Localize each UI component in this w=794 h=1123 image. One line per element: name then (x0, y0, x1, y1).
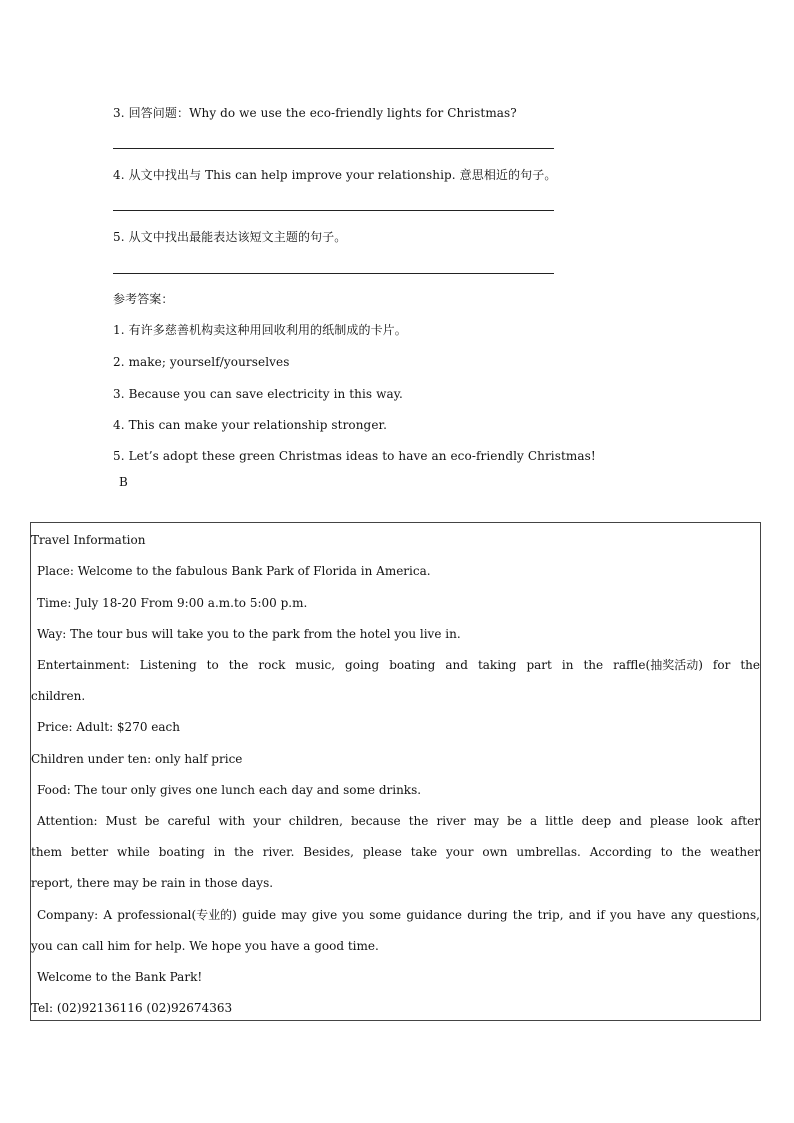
word: in (213, 845, 226, 859)
word: a (530, 814, 538, 828)
question-5: 5. 从文中找出最能表达该短文主题的句子。 (113, 230, 347, 244)
word: Besides, (303, 845, 354, 859)
word: umbrellas. (516, 845, 581, 859)
travel-attention-line3: report, there may be rain in those days. (31, 876, 274, 890)
word: little (545, 814, 574, 828)
word: the (681, 845, 702, 859)
travel-price-children: Children under ten: only half price (31, 752, 243, 766)
word: the (740, 658, 760, 672)
answer-2: 2. make; yourself/yourselves (113, 355, 290, 369)
travel-price-adult: Price: Adult: $270 each (37, 720, 180, 734)
word: while (117, 845, 150, 859)
answer-line-5 (113, 273, 554, 274)
word: look (697, 814, 723, 828)
word: Entertainment: (37, 658, 130, 672)
word: own (482, 845, 508, 859)
word: better (70, 845, 109, 859)
word: may (473, 814, 500, 828)
travel-entertainment-line1 (31, 657, 760, 673)
answer-1: 1. 有许多慈善机构卖这种用回收利用的纸制成的卡片。 (113, 323, 407, 337)
travel-tel: Tel: (02)92136116 (02)92674363 (31, 1001, 233, 1015)
word: during (467, 908, 508, 922)
word: guidance (406, 908, 462, 922)
word: rock (258, 658, 286, 672)
word: may (281, 908, 307, 922)
word: deep (581, 814, 612, 828)
word: boating (158, 845, 205, 859)
travel-welcome: Welcome to the Bank Park! (37, 970, 203, 984)
word: questions, (697, 908, 760, 922)
word: river (436, 814, 466, 828)
word: Must (105, 814, 137, 828)
word: professional(专业的) (117, 908, 237, 922)
answer-line-3 (113, 148, 554, 149)
word: be (507, 814, 522, 828)
word: careful (167, 814, 211, 828)
travel-entertainment-line2: children. (31, 689, 86, 703)
travel-attention-line1 (31, 813, 760, 829)
word: your (253, 814, 281, 828)
answer-3: 3. Because you can save electricity in this way. (113, 387, 403, 401)
travel-info-box (30, 522, 761, 1021)
word: with (218, 814, 246, 828)
question-4: 4. 从文中找出与 This can help improve your relationship. 意思相近的句子。 (113, 168, 557, 182)
word: any (670, 908, 693, 922)
word: and (568, 908, 592, 922)
word: trip, (537, 908, 564, 922)
word: and (445, 658, 468, 672)
word: the (583, 658, 604, 672)
answer-line-4 (113, 210, 554, 211)
word: children, (288, 814, 343, 828)
word: to (660, 845, 673, 859)
word: raffle(抽奖活动) (613, 658, 703, 672)
word: your (445, 845, 474, 859)
word: please (649, 814, 689, 828)
word: the (408, 814, 429, 828)
word: some (369, 908, 402, 922)
word: the (234, 845, 254, 859)
word: music, (295, 658, 336, 672)
word: give (311, 908, 338, 922)
answer-4: 4. This can make your relationship stronger. (113, 418, 387, 432)
word: have (636, 908, 666, 922)
word: weather (710, 845, 760, 859)
travel-attention-line2 (31, 844, 760, 860)
word: after (730, 814, 760, 828)
word: Company: (37, 908, 99, 922)
word: A (103, 908, 113, 922)
section-letter: B (119, 475, 128, 489)
word: them (31, 845, 63, 859)
answers-heading: 参考答案： (113, 292, 174, 306)
word: boating (389, 658, 436, 672)
word: According (589, 845, 652, 859)
word: going (345, 658, 380, 672)
word: Attention: (37, 814, 98, 828)
question-3: 3. 回答问题：Why do we use the eco-friendly lights for Christmas? (113, 106, 517, 120)
word: and (619, 814, 642, 828)
word: taking (477, 658, 517, 672)
travel-place: Place: Welcome to the fabulous Bank Park of Florida in America. (37, 564, 431, 578)
word: the (228, 658, 249, 672)
word: to (206, 658, 219, 672)
word: because (351, 814, 401, 828)
word: Listening (139, 658, 197, 672)
word: you (609, 908, 632, 922)
word: river. (262, 845, 295, 859)
travel-food: Food: The tour only gives one lunch each day and some drinks. (37, 783, 422, 797)
answer-5: 5. Let’s adopt these green Christmas ideas to have an eco-friendly Christmas! (113, 449, 596, 463)
travel-time: Time: July 18-20 From 9:00 a.m.to 5:00 p.m. (37, 596, 308, 610)
word: you (342, 908, 365, 922)
word: if (596, 908, 605, 922)
word: take (410, 845, 438, 859)
word: for (712, 658, 731, 672)
word: the (512, 908, 533, 922)
travel-company-line2: you can call him for help. We hope you have a good time. (31, 939, 379, 953)
word: guide (242, 908, 277, 922)
word: part (526, 658, 552, 672)
word: please (362, 845, 402, 859)
word: be (144, 814, 160, 828)
travel-company-line1 (31, 907, 760, 923)
word: in (561, 658, 574, 672)
travel-title: Travel Information (31, 533, 146, 547)
travel-way: Way: The tour bus will take you to the park from the hotel you live in. (37, 627, 461, 641)
